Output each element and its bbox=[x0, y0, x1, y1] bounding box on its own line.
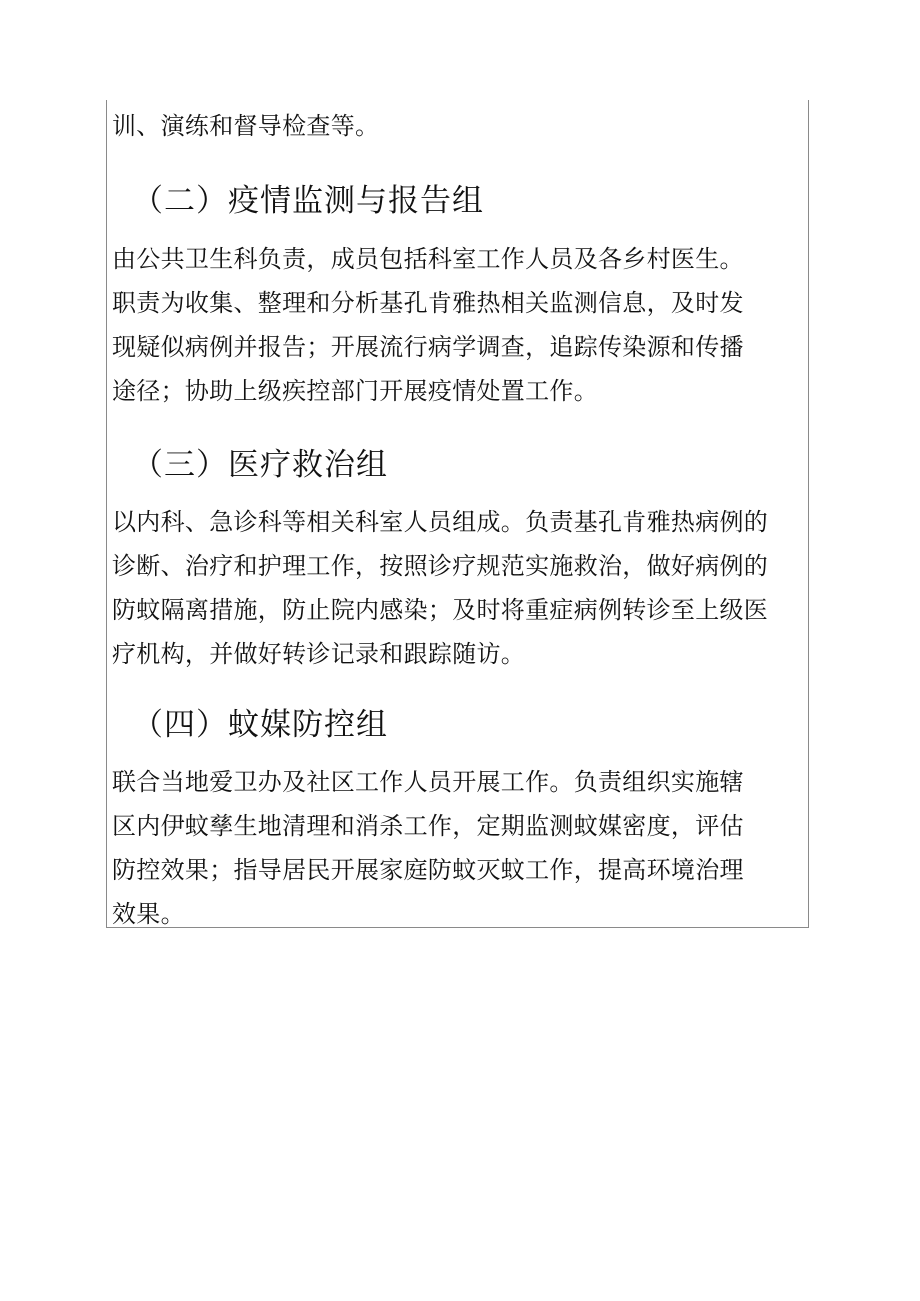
intro-paragraph bbox=[112, 104, 806, 148]
paragraph-line: 防蚊隔离措施，防止院内感染；及时将重症病例转诊至上级医 bbox=[112, 596, 769, 624]
paragraph-line: 区内伊蚊孳生地清理和消杀工作，定期监测蚊媒密度，评估 bbox=[112, 812, 744, 840]
section-heading-vector-control: （四）蚊媒防控组 bbox=[132, 707, 388, 743]
paragraph-line: 效果。 bbox=[112, 900, 185, 928]
paragraph-line: 现疑似病例并报告；开展流行病学调查，追踪传染源和传播 bbox=[112, 333, 744, 361]
paragraph-line: 途径；协助上级疾控部门开展疫情处置工作。 bbox=[112, 377, 598, 405]
paragraph-line: 诊断、治疗和护理工作，按照诊疗规范实施救治，做好病例的 bbox=[112, 552, 769, 580]
paragraph-line: 由公共卫生科负责，成员包括科室工作人员及各乡村医生。 bbox=[112, 245, 744, 273]
paragraph-line: 联合当地爱卫办及社区工作人员开展工作。负责组织实施辖 bbox=[112, 768, 744, 796]
section-paragraph-treatment bbox=[112, 500, 806, 676]
section-paragraph-monitoring bbox=[112, 237, 806, 413]
paragraph-line: 防控效果；指导居民开展家庭防蚊灭蚊工作，提高环境治理 bbox=[112, 856, 744, 884]
section-heading-monitoring: （二）疫情监测与报告组 bbox=[132, 183, 484, 219]
section-paragraph-vector-control bbox=[112, 760, 806, 936]
section-heading-treatment: （三）医疗救治组 bbox=[132, 447, 388, 483]
paragraph-line: 职责为收集、整理和分析基孔肯雅热相关监测信息，及时发 bbox=[112, 289, 744, 317]
paragraph-line: 训、演练和督导检查等。 bbox=[112, 112, 380, 140]
paragraph-line: 疗机构，并做好转诊记录和跟踪随访。 bbox=[112, 640, 526, 668]
paragraph-line: 以内科、急诊科等相关科室人员组成。负责基孔肯雅热病例的 bbox=[112, 508, 769, 536]
